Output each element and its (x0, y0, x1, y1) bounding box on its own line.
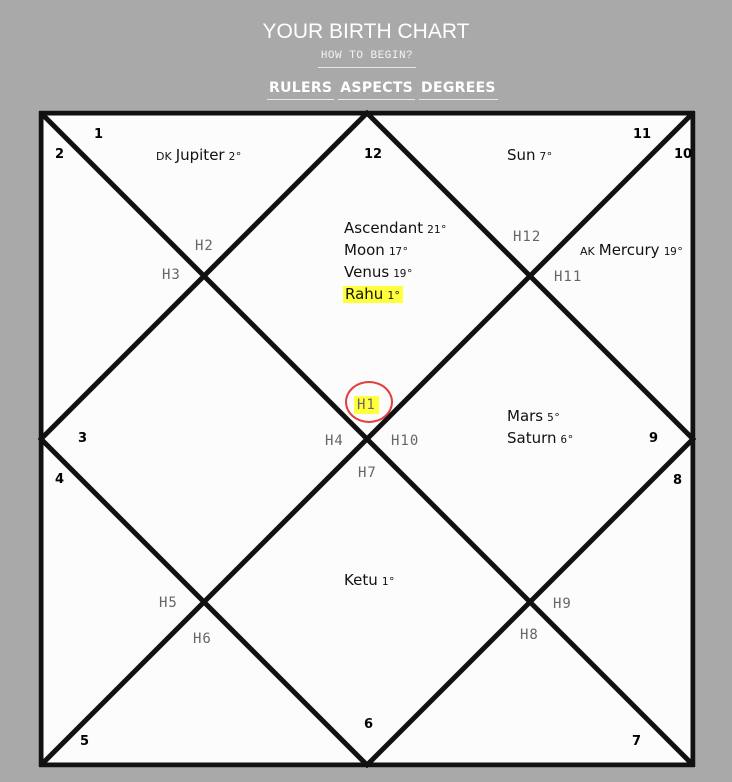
house-number-10: 10 (674, 147, 693, 162)
house-number-2: 2 (55, 147, 65, 162)
planet-name: Sun (507, 146, 536, 164)
birth-chart (38, 110, 696, 768)
house-number-7: 7 (632, 734, 642, 749)
chart-tabs (267, 78, 498, 100)
planet-degree: 1° (387, 289, 401, 302)
planet-degree: 2° (228, 150, 242, 163)
planet-sun (507, 148, 553, 163)
planet-name: Ascendant (344, 219, 424, 237)
planet-name: Mercury (598, 241, 660, 259)
house-code-h1: H1 (354, 396, 379, 414)
planet-venus (344, 265, 413, 280)
planet-name: Saturn (507, 429, 557, 447)
house-code-h6: H6 (193, 631, 212, 647)
house-code-h3: H3 (162, 267, 181, 283)
tab-degrees[interactable]: DEGREES (419, 78, 498, 100)
planet-degree: 5° (547, 411, 561, 424)
planet-name: Moon (344, 241, 385, 259)
planet-degree: 19° (393, 267, 414, 280)
planet-mercury (580, 243, 683, 258)
house-code-h7: H7 (358, 465, 377, 481)
house-number-11: 11 (633, 127, 652, 142)
house-number-6: 6 (364, 717, 374, 732)
house-code-h4: H4 (325, 433, 344, 449)
planet-ketu (344, 573, 395, 588)
house-code-h9: H9 (553, 596, 572, 612)
house-number-5: 5 (80, 734, 90, 749)
planet-name: Jupiter (175, 146, 225, 164)
planet-name: Venus (344, 263, 390, 281)
house-number-3: 3 (78, 431, 88, 446)
planet-saturn (507, 431, 574, 446)
house-code-h8: H8 (520, 627, 539, 643)
annotation-circle (345, 381, 393, 423)
how-to-begin-link[interactable]: HOW TO BEGIN? (318, 50, 416, 68)
planet-moon (344, 243, 409, 258)
page-title: YOUR BIRTH CHART (262, 20, 470, 43)
house-number-1: 1 (94, 127, 104, 142)
house-number-4: 4 (55, 472, 65, 487)
tab-aspects[interactable]: ASPECTS (338, 78, 415, 100)
house-code-h11: H11 (554, 269, 583, 285)
planet-degree: 7° (539, 150, 553, 163)
planet-mars (507, 409, 560, 424)
house-code-h5: H5 (159, 595, 178, 611)
house-code-h2: H2 (195, 238, 214, 254)
planet-degree: 1° (381, 575, 395, 588)
tab-rulers[interactable]: RULERS (267, 78, 334, 100)
planet-degree: 19° (663, 245, 684, 258)
house-code-h12: H12 (513, 229, 542, 245)
house-number-8: 8 (673, 473, 683, 488)
planet-ascendant (344, 221, 447, 236)
house-code-h10: H10 (391, 433, 420, 449)
house-number-12: 12 (364, 147, 383, 162)
planet-rahu (343, 286, 403, 303)
planet-name: Ketu (344, 571, 378, 589)
planet-name: Rahu (345, 285, 384, 303)
planet-degree: 6° (560, 433, 574, 446)
planet-degree: 17° (388, 245, 409, 258)
karaka-label: AK (580, 245, 595, 258)
karaka-label: DK (156, 150, 172, 163)
planet-degree: 21° (427, 223, 448, 236)
planet-name: Mars (507, 407, 544, 425)
planet-jupiter (156, 148, 242, 163)
house-number-9: 9 (649, 431, 659, 446)
chart-grid (38, 110, 696, 768)
